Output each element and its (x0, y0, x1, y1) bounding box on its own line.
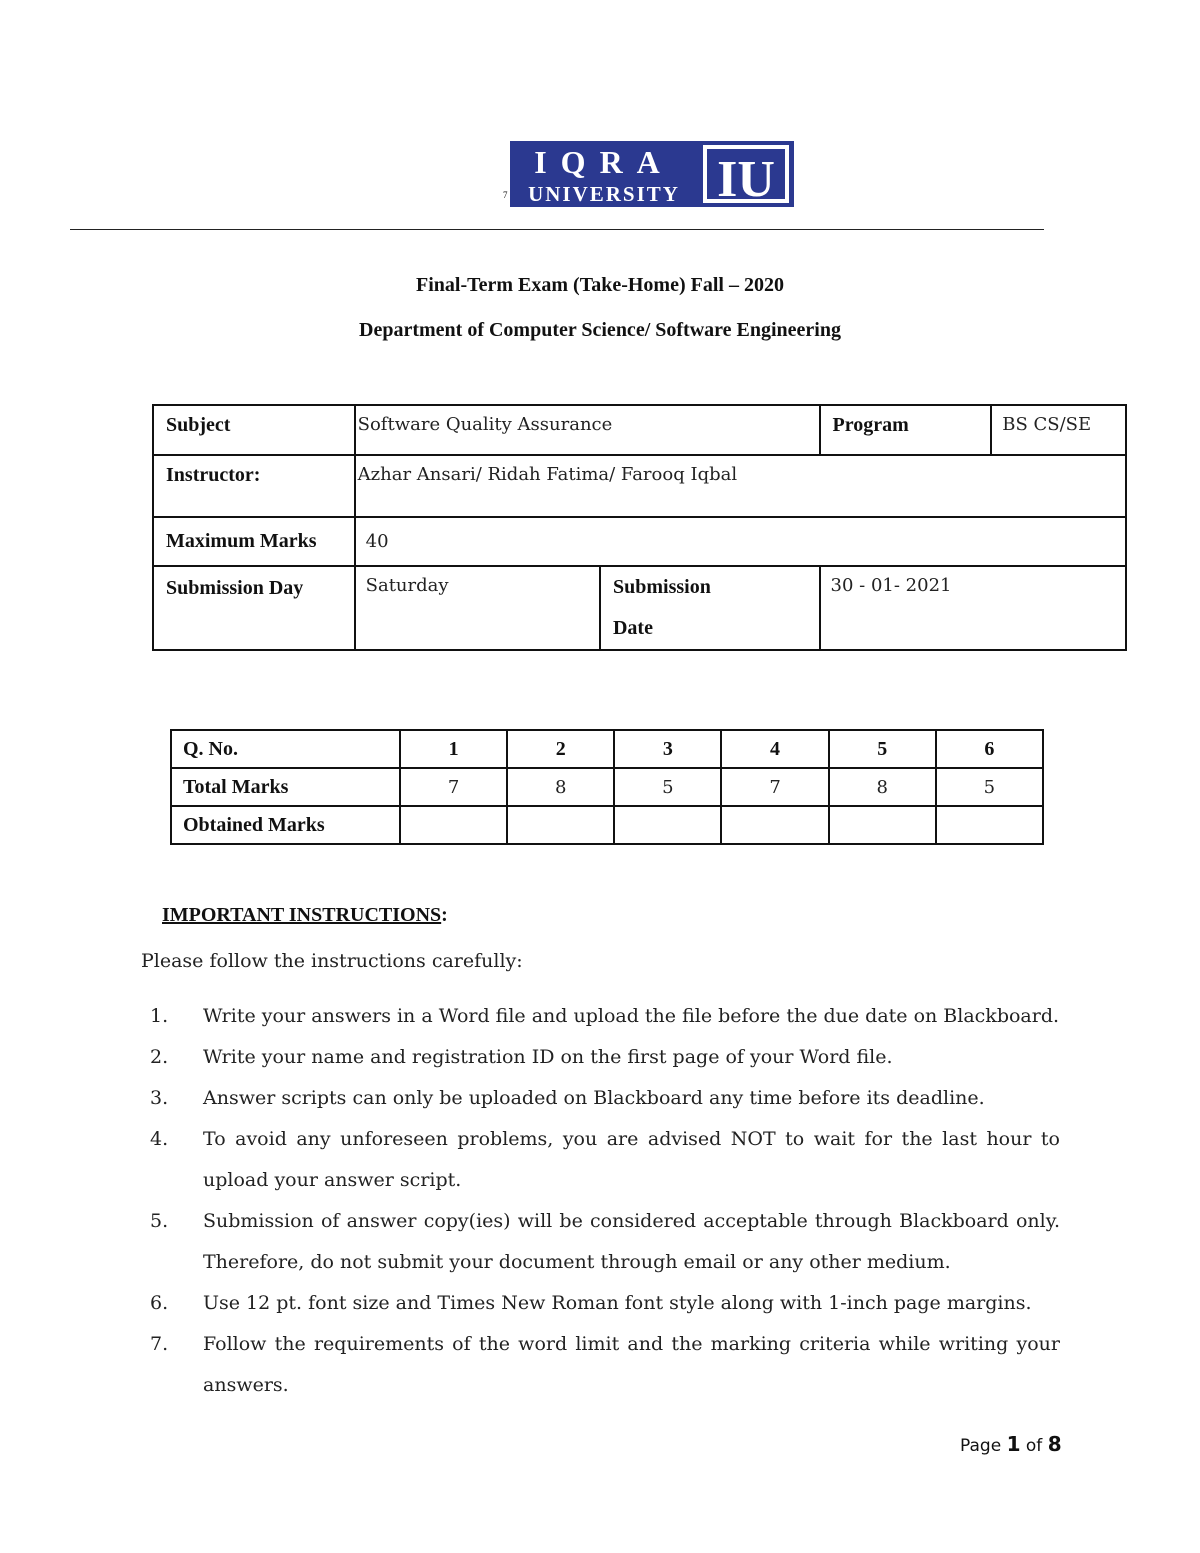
of-word: of (1025, 1436, 1043, 1456)
logo-top-text: IQRA (534, 144, 674, 180)
header-rule (70, 229, 1044, 230)
instructions-heading-colon: : (441, 904, 448, 926)
stray-mark: 7 (503, 190, 508, 200)
page-number (960, 1432, 1062, 1456)
qno-label: Q. No. (171, 730, 400, 768)
instructor-value: Azhar Ansari/ Ridah Fatima/ Farooq Iqbal (355, 455, 1126, 517)
total-marks-cell: 8 (829, 768, 936, 806)
max-marks-label: Maximum Marks (153, 517, 355, 566)
exam-title: Final-Term Exam (Take-Home) Fall – 2020 (416, 274, 784, 296)
program-label: Program (820, 405, 992, 455)
department-title: Department of Computer Science/ Software Engineering (359, 319, 841, 341)
submission-date-value: 30 - 01- 2021 (820, 566, 1126, 650)
instruction-number: 3. (150, 1087, 169, 1109)
max-marks-row (153, 517, 1126, 566)
question-number: 4 (721, 730, 828, 768)
instruction-item (140, 1078, 1060, 1119)
instructions-list (140, 996, 1060, 1406)
max-marks-value: 40 (355, 517, 1126, 566)
instruction-number: 7. (150, 1333, 169, 1355)
obtained-marks-cell (829, 806, 936, 844)
instruction-item (140, 1119, 1060, 1201)
page-word: Page (960, 1436, 1002, 1456)
marks-table (170, 729, 1044, 845)
subject-row (153, 405, 1126, 455)
total-marks-cell: 5 (614, 768, 721, 806)
obtained-marks-cell (400, 806, 507, 844)
question-number: 2 (507, 730, 614, 768)
instruction-item (140, 1037, 1060, 1078)
submission-date-label-line2: Date (612, 617, 653, 639)
total-marks-row (171, 768, 1043, 806)
obtained-marks-label: Obtained Marks (171, 806, 400, 844)
logo-graphic (510, 141, 794, 207)
submission-date-label (600, 566, 820, 650)
instruction-text: To avoid any unforeseen problems, you are advised NOT to wait for the last hour to upload your answer script. (203, 1128, 1060, 1191)
question-number-row (171, 730, 1043, 768)
logo-mark-text: IU (717, 151, 775, 207)
instruction-number: 5. (150, 1210, 169, 1232)
instruction-number: 4. (150, 1128, 169, 1150)
instruction-text: Answer scripts can only be uploaded on Blackboard any time before its deadline. (203, 1087, 985, 1109)
instruction-number: 2. (150, 1046, 169, 1068)
obtained-marks-cell (614, 806, 721, 844)
total-marks-cell: 5 (936, 768, 1043, 806)
instruction-text: Write your answers in a Word file and upload the file before the due date on Blackboard. (203, 1005, 1060, 1027)
instruction-text: Write your name and registration ID on the first page of your Word file. (203, 1046, 893, 1068)
instruction-text: Use 12 pt. font size and Times New Roman font style along with 1-inch page margins. (203, 1292, 1032, 1314)
instruction-item (140, 1201, 1060, 1283)
logo-bottom-text: UNIVERSITY (528, 182, 680, 206)
instruction-number: 6. (150, 1292, 169, 1314)
instructions-heading-text: IMPORTANT INSTRUCTIONS (162, 904, 442, 926)
obtained-marks-cell (936, 806, 1043, 844)
instruction-item (140, 1324, 1060, 1406)
question-number: 1 (400, 730, 507, 768)
instruction-text: Submission of answer copy(ies) will be considered acceptable through Blackboard only. Therefore, do not submit your document through email or any other medium. (203, 1210, 1060, 1273)
instruction-item (140, 996, 1060, 1037)
instructor-label: Instructor: (153, 455, 355, 517)
exam-info-table (152, 404, 1127, 651)
university-logo (510, 141, 794, 207)
submission-row (153, 566, 1126, 650)
submission-day-value: Saturday (355, 566, 600, 650)
instructions-intro: Please follow the instructions carefully: (141, 950, 523, 972)
submission-date-label-line1: Submission (612, 576, 711, 598)
submission-day-label: Submission Day (153, 566, 355, 650)
question-number: 5 (829, 730, 936, 768)
instructions-heading (162, 904, 448, 927)
total-marks-cell: 7 (400, 768, 507, 806)
question-number: 6 (936, 730, 1043, 768)
obtained-marks-cell (721, 806, 828, 844)
subject-label: Subject (153, 405, 355, 455)
question-number: 3 (614, 730, 721, 768)
page-total: 8 (1047, 1432, 1062, 1456)
instruction-text: Follow the requirements of the word limit and the marking criteria while writing your answers. (203, 1333, 1060, 1396)
instructor-row (153, 455, 1126, 517)
obtained-marks-cell (507, 806, 614, 844)
subject-value: Software Quality Assurance (355, 405, 820, 455)
instruction-item (140, 1283, 1060, 1324)
instruction-number: 1. (150, 1005, 169, 1027)
page-current: 1 (1006, 1432, 1021, 1456)
obtained-marks-row (171, 806, 1043, 844)
total-marks-cell: 8 (507, 768, 614, 806)
program-value: BS CS/SE (991, 405, 1126, 455)
total-marks-label: Total Marks (171, 768, 400, 806)
total-marks-cell: 7 (721, 768, 828, 806)
